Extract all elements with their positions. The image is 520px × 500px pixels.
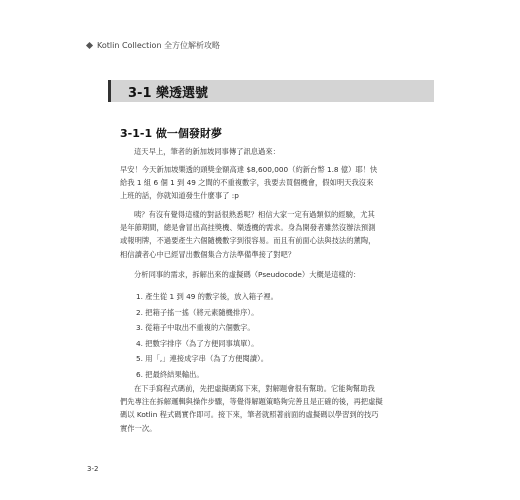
paragraph-quote (120, 163, 438, 203)
subsection-title: 3-1-1 做一個發財夢 (120, 127, 222, 140)
paragraph-line: 或報明牌，不過要產生六個隨機數字到很容易。而且有前面心法與技法的薰陶， (120, 236, 376, 246)
paragraph-line: 給我 1 組 6 個 1 到 49 之間的不重複數字，我要去買個機會，假如明天我沒來 (120, 178, 374, 188)
list-item: 4. 把數字排序（為了方便同事填單）。 (136, 338, 259, 348)
paragraph-line: 在下手寫程式碼前，先把虛擬碼寫下來，對解題會很有幫助。它能夠幫助我 (134, 384, 375, 393)
section-title: 3-1 樂透選號 (128, 85, 209, 101)
paragraph-line: 咦？有沒有覺得這樣的對話很熟悉呢？相信大家一定有過類似的經驗，尤其 (134, 210, 375, 219)
list-item: 2. 把箱子搖一搖（將元素隨機排序）。 (136, 307, 259, 317)
list-item: 6. 把最終結果輸出。 (136, 369, 204, 379)
running-header-text: Kotlin Collection 全方位解析攻略 (97, 41, 221, 50)
page-number: 3-2 (87, 465, 99, 473)
paragraph-line: 們先專注在拆解邏輯與操作步驟，等覺得解題策略夠完善且是正確的後，再把虛擬 (120, 397, 383, 407)
paragraph-line: 實作一次。 (120, 423, 157, 433)
list-item: 3. 從箱子中取出不重複的六個數字。 (136, 323, 255, 332)
paragraph-line: 這天早上，筆者的新加坡同事傳了訊息過來： (134, 147, 280, 156)
paragraph-conclusion (120, 382, 438, 435)
running-header (87, 40, 220, 51)
paragraph-discussion (120, 208, 438, 261)
paragraph-line: 相信讀者心中已經冒出數個集合方法準備準接了對吧？ (120, 249, 296, 259)
diamond-bullet-icon (86, 42, 93, 49)
paragraph-line: 分析同事的需求，拆解出來的虛擬碼（Pseudocode）大概是這樣的： (134, 270, 361, 279)
paragraph-intro (120, 145, 438, 158)
pseudocode-step-list (136, 289, 278, 382)
section-heading-band (108, 80, 434, 102)
list-item: 5. 用「,」連接成字串（為了方便閱讀）。 (136, 354, 268, 363)
paragraph-line: 早安！今天新加坡樂透的頭獎金額高達 $8,600,000（約新台幣 1.8 億）耶！快 (120, 165, 378, 174)
paragraph-line: 上班的話，你就知道發生什麼事了 :p (120, 191, 239, 201)
paragraph-line: 碼以 Kotlin 程式碼實作即可。接下來，筆者就照著前面的虛擬碼以學習到的技巧 (120, 410, 379, 420)
list-item: 1. 產生從 1 到 49 的數字後，放入箱子裡。 (136, 292, 278, 301)
paragraph-analysis (120, 268, 438, 281)
paragraph-line: 是年節期間，總是會冒出高挂獎機、樂透機的需求。身為開發者雖然沒辦法預測 (120, 223, 376, 233)
